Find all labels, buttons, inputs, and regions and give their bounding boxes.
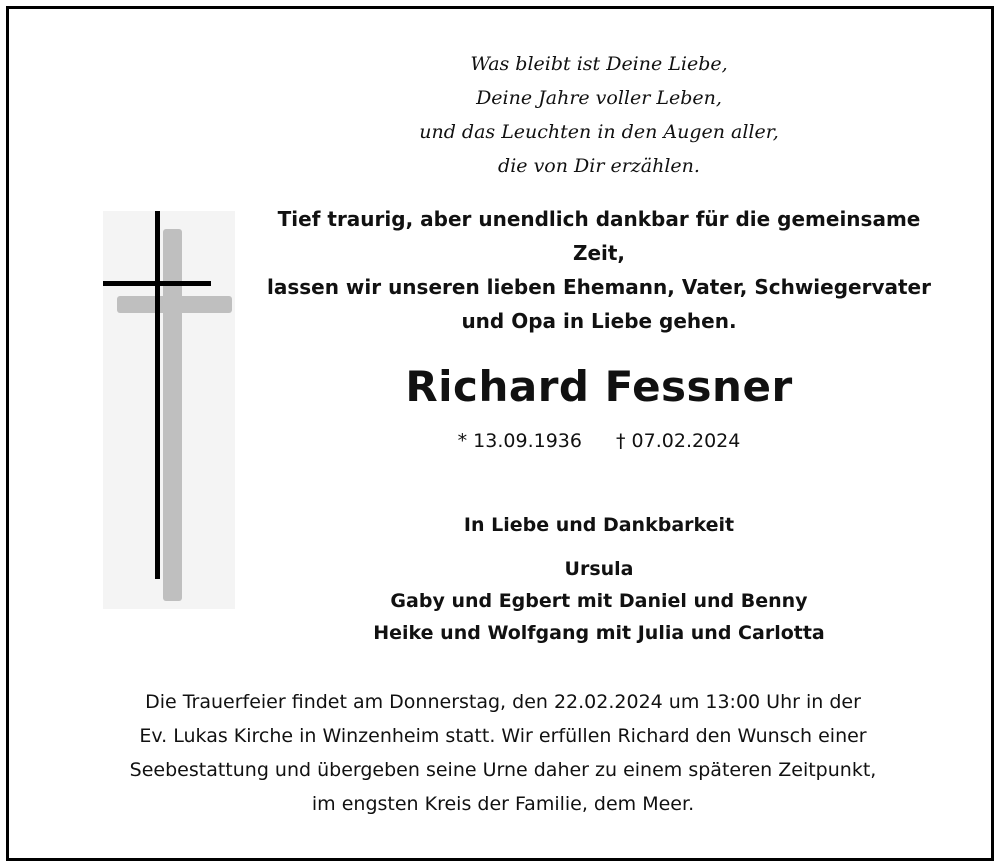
- intro-text: [249, 202, 949, 338]
- poem-line: Deine Jahre voller Leben,: [476, 87, 722, 109]
- intro-line: lassen wir unseren lieben Ehemann, Vater, Schwiegervater: [266, 275, 931, 299]
- poem-line: Was bleibt ist Deine Liebe,: [470, 53, 728, 75]
- birth-date: * 13.09.1936: [457, 430, 582, 452]
- cross-grey-horizontal: [117, 296, 232, 313]
- ceremony-line: Ev. Lukas Kirche in Winzenheim statt. Wir erfüllen Richard den Wunsch einer: [139, 725, 867, 747]
- family-member: Heike und Wolfgang mit Julia und Carlotta: [373, 622, 825, 644]
- poem-line: und das Leuchten in den Augen aller,: [419, 121, 779, 143]
- cross-black-vertical: [155, 211, 160, 579]
- ceremony-line: Die Trauerfeier findet am Donnerstag, den 22.02.2024 um 13:00 Uhr in der: [145, 691, 861, 713]
- ceremony-info: [49, 685, 957, 821]
- cross-icon: [103, 211, 235, 609]
- cross-black-horizontal: [103, 281, 211, 286]
- deceased-name: Richard Fessner: [405, 362, 793, 411]
- intro-line: und Opa in Liebe gehen.: [461, 309, 737, 333]
- ceremony-line: im engsten Kreis der Familie, dem Meer.: [311, 793, 695, 815]
- obituary-notice: [6, 6, 994, 861]
- ceremony-line: Seebestattung und übergeben seine Urne daher zu einem späteren Zeitpunkt,: [129, 759, 877, 781]
- family-lead: In Liebe und Dankbarkeit: [463, 514, 735, 536]
- family-list: [249, 553, 949, 649]
- life-dates: [249, 426, 949, 456]
- family-member: Gaby und Egbert mit Daniel und Benny: [390, 590, 808, 612]
- intro-line: Tief traurig, aber unendlich dankbar für die gemeinsame Zeit,: [277, 207, 921, 265]
- poem: [249, 47, 949, 183]
- family-member: Ursula: [564, 558, 634, 580]
- death-date: † 07.02.2024: [616, 430, 741, 452]
- poem-line: die von Dir erzählen.: [498, 155, 700, 177]
